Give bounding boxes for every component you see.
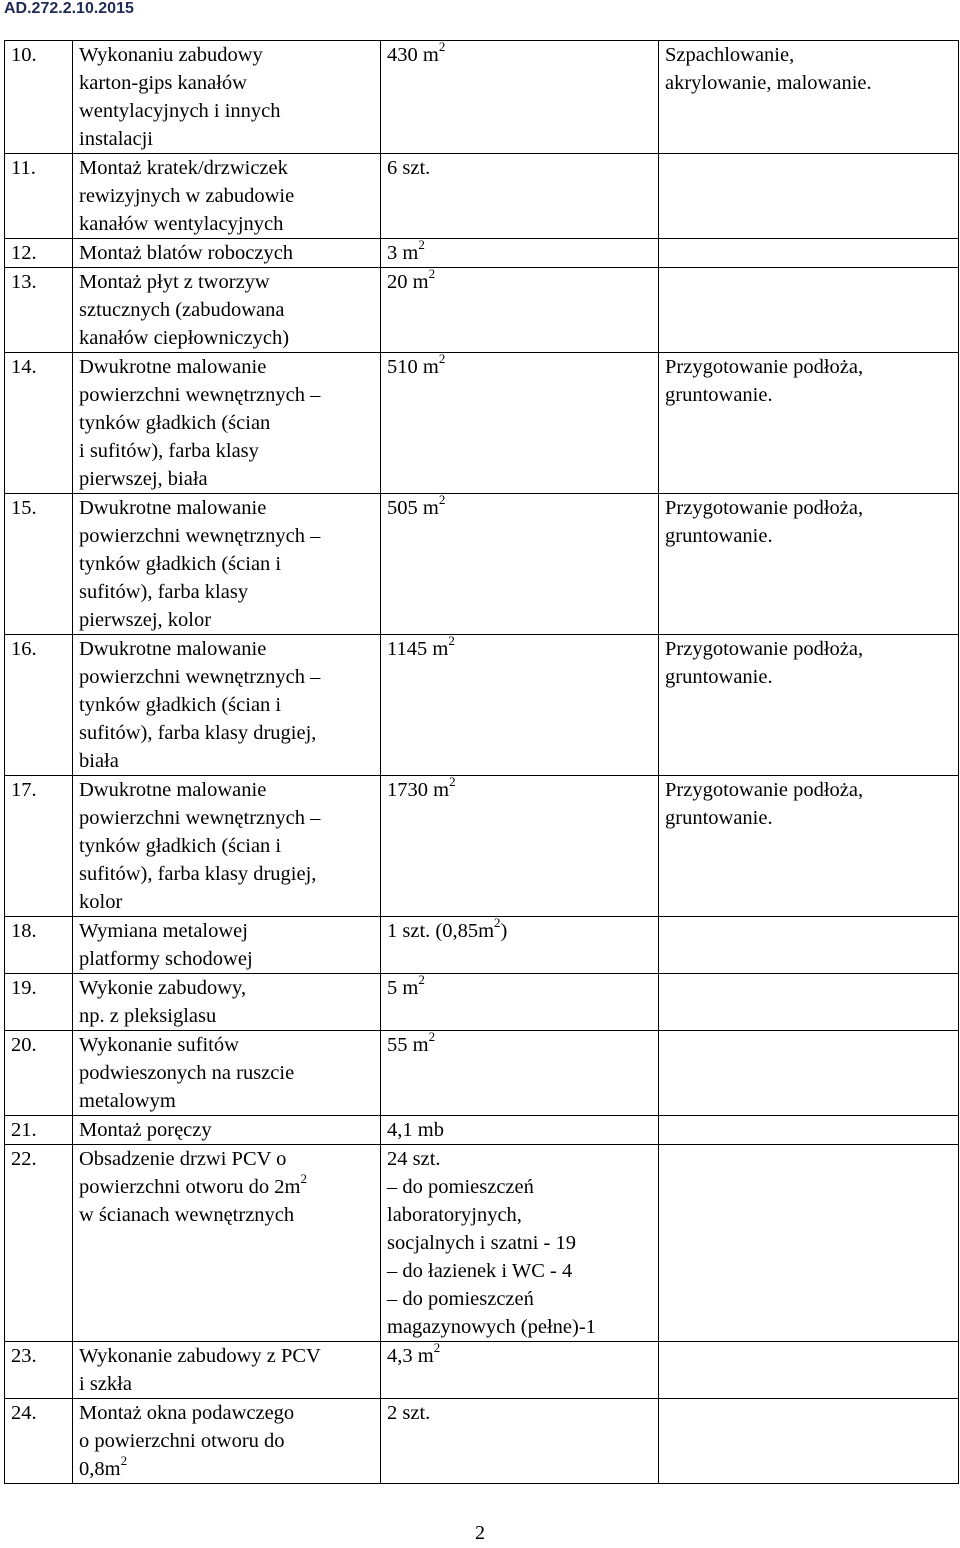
row-description	[73, 494, 381, 635]
works-table-body	[5, 41, 959, 1484]
quantity-value: 1730 m	[387, 779, 450, 801]
row-description	[73, 917, 381, 974]
description-text: Wykonanie sufitów podwieszonych na ruszcie metalowym	[79, 1034, 295, 1112]
row-description	[73, 1145, 381, 1342]
row-description	[73, 41, 381, 154]
row-quantity	[381, 917, 659, 974]
unit-superscript: 2	[448, 633, 455, 649]
unit-superscript: 2	[433, 1340, 441, 1356]
table-row	[5, 268, 959, 353]
quantity-value: 510 m	[387, 356, 439, 378]
row-quantity	[381, 1031, 659, 1116]
unit-superscript: 2	[449, 774, 456, 790]
row-quantity	[381, 239, 659, 268]
description-text-cont: w ścianach wewnętrznych	[79, 1204, 295, 1226]
quantity-value: 430 m	[387, 44, 439, 66]
quantity-value: 55 m	[387, 1034, 429, 1056]
row-number: 14.	[5, 353, 73, 494]
row-number: 18.	[5, 917, 73, 974]
row-notes	[659, 917, 959, 974]
description-text: Dwukrotne malowanie powierzchni wewnętrznych – tynków gładkich (ścian i sufitów), farba klasy pierwszej, kolor	[79, 497, 321, 631]
description-text: Obsadzenie drzwi PCV o powierzchni otworu do 2m	[79, 1148, 301, 1198]
unit-superscript: 2	[438, 492, 446, 508]
description-text: Montaż okna podawczego o powierzchni otworu do 0,8m	[79, 1402, 295, 1480]
row-description	[73, 776, 381, 917]
quantity-value: 1 szt. (0,85m	[387, 920, 495, 942]
row-number: 19.	[5, 974, 73, 1031]
row-notes: Przygotowanie podłoża, gruntowanie.	[659, 635, 959, 776]
description-text: Montaż poręczy	[79, 1119, 212, 1141]
row-notes: Przygotowanie podłoża, gruntowanie.	[659, 776, 959, 917]
quantity-value: 24 szt. – do pomieszczeń laboratoryjnych, socjalnych i szatni - 19 – do łazienek i WC - 4 – do pomieszczeń magazynowych (pełne)-1	[387, 1148, 596, 1338]
description-text: Wykonaniu zabudowy karton-gips kanałów wentylacyjnych i innych instalacji	[79, 44, 281, 150]
description-text: Dwukrotne malowanie powierzchni wewnętrznych – tynków gładkich (ścian i sufitów), farba klasy drugiej, biała	[79, 638, 321, 772]
row-number: 21.	[5, 1116, 73, 1145]
table-row	[5, 494, 959, 635]
quantity-value: 4,3 m	[387, 1345, 434, 1367]
row-notes: Przygotowanie podłoża, gruntowanie.	[659, 353, 959, 494]
row-description	[73, 635, 381, 776]
quantity-value: 505 m	[387, 497, 439, 519]
quantity-value: 3 m	[387, 242, 419, 264]
row-notes	[659, 1145, 959, 1342]
table-row	[5, 635, 959, 776]
table-row	[5, 1399, 959, 1484]
description-text: Wykonie zabudowy, np. z pleksiglasu	[79, 977, 247, 1027]
row-number: 24.	[5, 1399, 73, 1484]
row-quantity	[381, 268, 659, 353]
works-table	[4, 40, 959, 1484]
table-row	[5, 41, 959, 154]
description-superscript: 2	[300, 1171, 307, 1187]
row-number: 10.	[5, 41, 73, 154]
description-text: Dwukrotne malowanie powierzchni wewnętrznych – tynków gładkich (ścian i sufitów), farba klasy pierwszej, biała	[79, 356, 321, 490]
row-quantity	[381, 353, 659, 494]
unit-superscript: 2	[438, 351, 446, 367]
row-notes	[659, 1116, 959, 1145]
unit-superscript: 2	[428, 266, 436, 282]
unit-superscript: 2	[428, 1029, 436, 1045]
document-code: AD.272.2.10.2015	[4, 0, 134, 17]
table-row	[5, 917, 959, 974]
row-description	[73, 974, 381, 1031]
row-notes: Szpachlowanie, akrylowanie, malowanie.	[659, 41, 959, 154]
unit-superscript: 2	[418, 237, 425, 253]
quantity-suffix: )	[500, 920, 508, 942]
table-row	[5, 353, 959, 494]
row-number: 22.	[5, 1145, 73, 1342]
row-number: 12.	[5, 239, 73, 268]
table-row	[5, 1145, 959, 1342]
table-row	[5, 154, 959, 239]
row-number: 17.	[5, 776, 73, 917]
row-description	[73, 353, 381, 494]
row-notes	[659, 154, 959, 239]
unit-superscript: 2	[438, 39, 446, 55]
description-text: Montaż blatów roboczych	[79, 242, 294, 264]
row-quantity	[381, 41, 659, 154]
description-text: Dwukrotne malowanie powierzchni wewnętrznych – tynków gładkich (ścian i sufitów), farba klasy drugiej, kolor	[79, 779, 321, 913]
row-quantity	[381, 494, 659, 635]
row-number: 16.	[5, 635, 73, 776]
row-description	[73, 154, 381, 239]
quantity-value: 6 szt.	[387, 157, 431, 179]
row-quantity	[381, 154, 659, 239]
row-notes	[659, 268, 959, 353]
row-number: 13.	[5, 268, 73, 353]
row-quantity	[381, 776, 659, 917]
row-number: 23.	[5, 1342, 73, 1399]
row-quantity	[381, 1145, 659, 1342]
table-row	[5, 1342, 959, 1399]
row-notes	[659, 1031, 959, 1116]
table-row	[5, 776, 959, 917]
row-quantity	[381, 1116, 659, 1145]
table-row	[5, 1031, 959, 1116]
description-text: Montaż kratek/drzwiczek rewizyjnych w zabudowie kanałów wentylacyjnych	[79, 157, 295, 235]
quantity-value: 2 szt.	[387, 1402, 431, 1424]
row-quantity	[381, 1399, 659, 1484]
table-row	[5, 239, 959, 268]
row-quantity	[381, 974, 659, 1031]
page-number: 2	[475, 1522, 485, 1544]
row-description	[73, 1116, 381, 1145]
row-notes	[659, 974, 959, 1031]
quantity-value: 1145 m	[387, 638, 449, 660]
row-quantity	[381, 635, 659, 776]
row-quantity	[381, 1342, 659, 1399]
description-text: Montaż płyt z tworzyw sztucznych (zabudowana kanałów ciepłowniczych)	[79, 271, 290, 349]
row-notes	[659, 239, 959, 268]
quantity-value: 5 m	[387, 977, 419, 999]
row-number: 20.	[5, 1031, 73, 1116]
description-superscript: 2	[120, 1453, 128, 1469]
quantity-value: 20 m	[387, 271, 429, 293]
row-notes	[659, 1399, 959, 1484]
table-row	[5, 974, 959, 1031]
row-number: 15.	[5, 494, 73, 635]
row-description	[73, 1399, 381, 1484]
row-notes	[659, 1342, 959, 1399]
row-description	[73, 1342, 381, 1399]
row-description	[73, 268, 381, 353]
unit-superscript: 2	[418, 972, 425, 988]
description-text: Wykonanie zabudowy z PCV i szkła	[79, 1345, 321, 1395]
row-number: 11.	[5, 154, 73, 239]
description-text: Wymiana metalowej platformy schodowej	[79, 920, 253, 970]
row-description	[73, 239, 381, 268]
row-notes: Przygotowanie podłoża, gruntowanie.	[659, 494, 959, 635]
row-description	[73, 1031, 381, 1116]
unit-superscript: 2	[494, 915, 501, 931]
table-row	[5, 1116, 959, 1145]
quantity-value: 4,1 mb	[387, 1119, 444, 1141]
